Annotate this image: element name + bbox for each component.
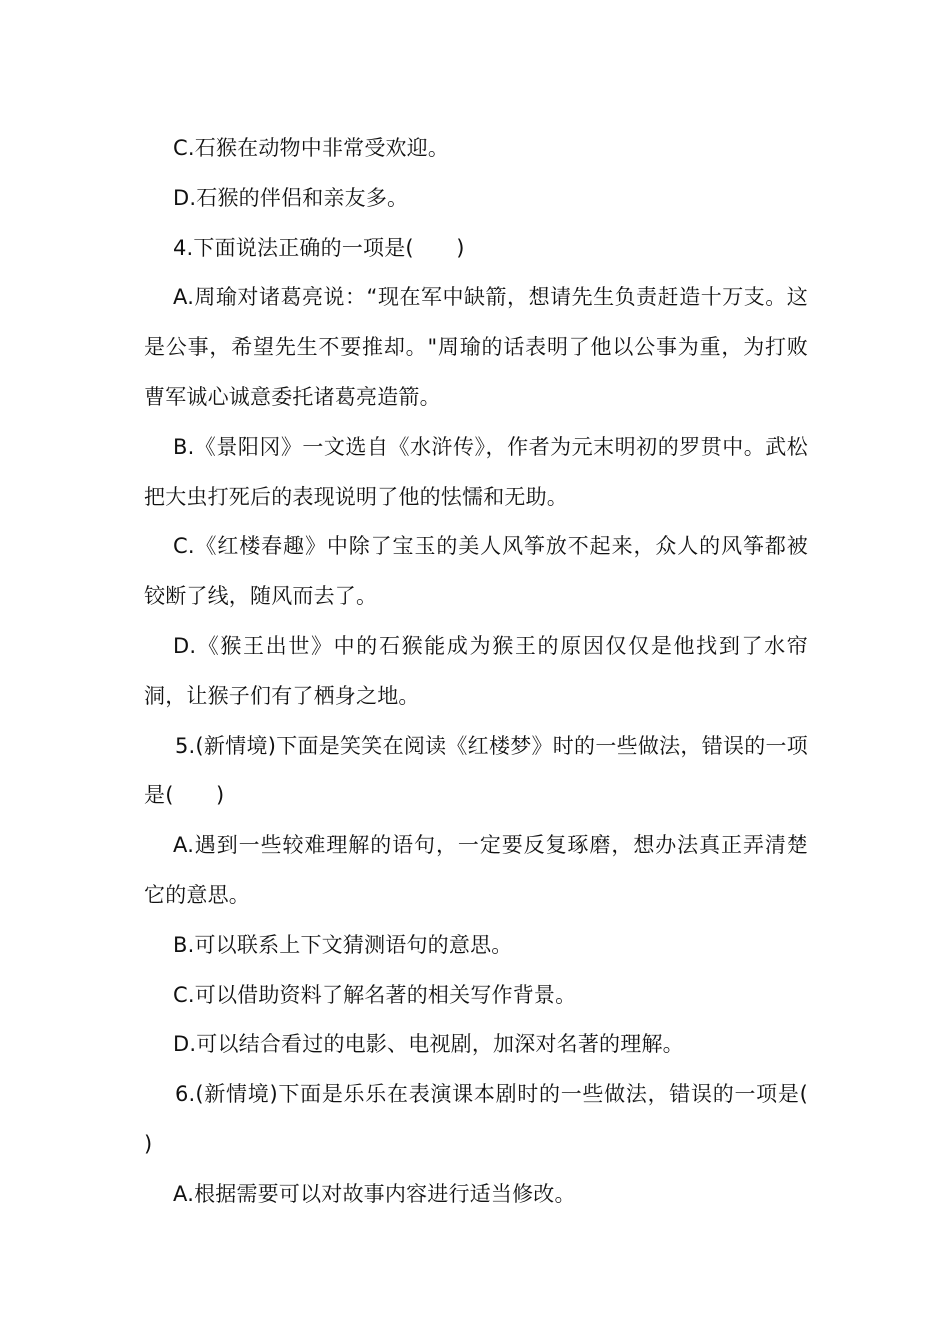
q4-stem: 4.下面说法正确的一项是( ) — [173, 235, 465, 260]
q5-stem: 5.(新情境)下面是笑笑在阅读《红楼梦》时的一些做法，错误的一项是( ) — [144, 733, 808, 808]
q4-option-d: D.《猴王出世》中的石猴能成为猴王的原因仅仅是他找到了水帘洞，让猴子们有了栖身之地。 — [144, 633, 808, 708]
q4-option-b: B.《景阳冈》一文选自《水浒传》，作者为元末明初的罗贯中。武松把大虫打死后的表现说明了他的怯懦和无助。 — [144, 434, 808, 509]
q3-option-c: C.石猴在动物中非常受欢迎。 — [173, 136, 450, 160]
q6-stem: 6.(新情境)下面是乐乐在表演课本剧时的一些做法，错误的一项是( ) — [144, 1082, 851, 1156]
document-body — [144, 124, 851, 1220]
q5-option-c: C.可以借助资料了解名著的相关写作背景。 — [173, 982, 577, 1007]
q4-option-a: A.周瑜对诸葛亮说：“现在军中缺箭，想请先生负责赶造十万支。这是公事，希望先生不要推却。"周瑜的话表明了他以公事为重，为打败曹军诚心诚意委托诸葛亮造箭。 — [144, 285, 808, 409]
q5-option-a: A.遇到一些较难理解的语句，一定要反复琢磨，想办法真正弄清楚它的意思。 — [144, 833, 808, 907]
q6-option-a: A.根据需要可以对故事内容进行适当修改。 — [173, 1181, 576, 1206]
q3-option-d: D.石猴的伴侣和亲友多。 — [173, 185, 409, 210]
q4-option-c: C.《红楼春趣》中除了宝玉的美人风筝放不起来，众人的风筝都被铰断了线，随风而去了。 — [144, 534, 808, 609]
q5-option-b: B.可以联系上下文猜测语句的意思。 — [173, 932, 513, 957]
q5-option-d: D.可以结合看过的电影、电视剧，加深对名著的理解。 — [173, 1032, 684, 1057]
